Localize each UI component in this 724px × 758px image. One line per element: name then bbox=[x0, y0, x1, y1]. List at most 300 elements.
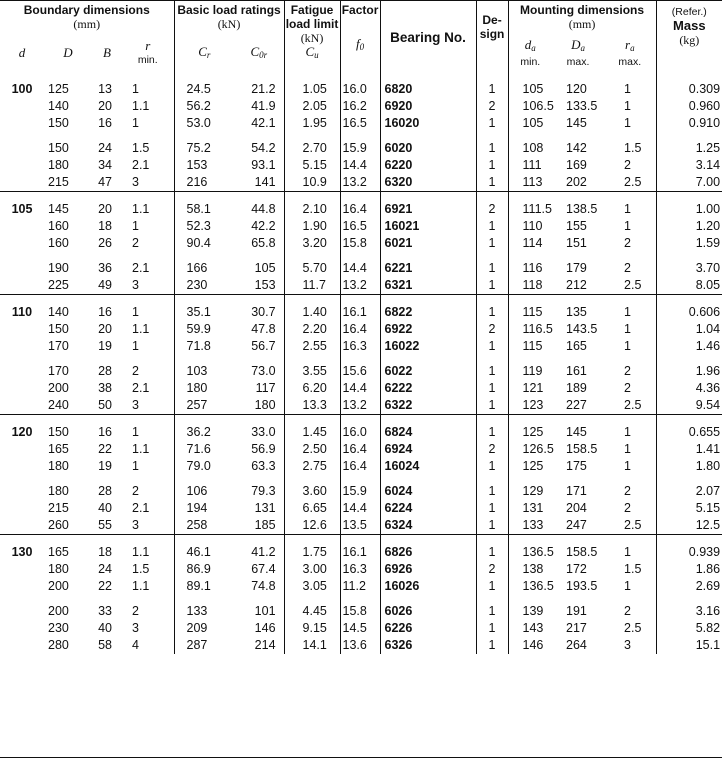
cell-design: 1 bbox=[476, 424, 508, 441]
cell-b: 49 bbox=[98, 278, 112, 292]
cell-da: 202 bbox=[566, 175, 587, 189]
cell-no: 6826 bbox=[380, 544, 476, 561]
cell-da: 116.5 bbox=[508, 321, 552, 338]
cell-design: 2 bbox=[476, 321, 508, 338]
cell-mass: 4.36 bbox=[656, 380, 722, 397]
cell-mass: 15.1 bbox=[656, 637, 722, 654]
col-c0r-header: $C_{0r}$ bbox=[250, 43, 268, 60]
cell-ra: 1 bbox=[624, 116, 631, 130]
table-row bbox=[0, 260, 722, 277]
cell-c0r: 79.3 bbox=[251, 484, 276, 498]
cell-cr: 133 bbox=[174, 603, 234, 620]
cell-b: 13 bbox=[98, 82, 112, 96]
cell-cr: 53.0 bbox=[174, 115, 234, 132]
cell-ra: 1 bbox=[624, 545, 631, 559]
cell-mass: 3.14 bbox=[656, 157, 722, 174]
cell-cr: 75.2 bbox=[174, 140, 234, 157]
cell-design: 2 bbox=[476, 98, 508, 115]
group-separator bbox=[0, 295, 722, 305]
table-row bbox=[0, 544, 722, 561]
table-row bbox=[0, 397, 722, 415]
cell-cr: 71.6 bbox=[174, 441, 234, 458]
cell-cu: 3.00 bbox=[284, 561, 340, 578]
cell-da: 106.5 bbox=[508, 98, 552, 115]
table-body bbox=[0, 75, 722, 654]
cell-r: 2 bbox=[132, 484, 139, 498]
cell-f0: 16.0 bbox=[340, 81, 380, 98]
cell-design: 1 bbox=[476, 157, 508, 174]
cell-cr: 86.9 bbox=[174, 561, 234, 578]
cell-da: 120 bbox=[566, 82, 587, 96]
cell-c0r: 42.1 bbox=[251, 116, 276, 130]
cell-d: 215 bbox=[48, 501, 69, 515]
cell-ra: 1.5 bbox=[624, 562, 642, 576]
bearing-no-header: Bearing No. bbox=[380, 1, 476, 75]
table-row bbox=[0, 517, 722, 535]
cell-cu: 5.70 bbox=[284, 260, 340, 277]
cell-mass: 0.606 bbox=[656, 304, 722, 321]
cell-f0: 15.6 bbox=[340, 363, 380, 380]
cell-mass: 2.69 bbox=[656, 578, 722, 595]
cell-cr: 90.4 bbox=[174, 235, 234, 252]
cell-ra: 2 bbox=[624, 484, 631, 498]
col-Da-header: $D_a$ max. bbox=[566, 36, 590, 68]
cell-r: 1 bbox=[132, 219, 139, 233]
cell-no: 6324 bbox=[380, 517, 476, 535]
cell-c0r: 73.0 bbox=[251, 364, 276, 378]
cell-r: 3 bbox=[132, 278, 139, 292]
table-row bbox=[0, 81, 722, 98]
table-row bbox=[0, 157, 722, 174]
cell-no: 6024 bbox=[380, 483, 476, 500]
col-cr-header: $C_r$ bbox=[174, 31, 234, 75]
cell-mass: 1.86 bbox=[656, 561, 722, 578]
cell-b: 22 bbox=[98, 442, 112, 456]
cell-ra: 1.5 bbox=[624, 141, 642, 155]
cell-b: 20 bbox=[98, 322, 112, 336]
cell-d: 240 bbox=[48, 398, 69, 412]
cell-b: 16 bbox=[98, 305, 112, 319]
cell-design: 1 bbox=[476, 115, 508, 132]
cell-cu: 1.40 bbox=[284, 304, 340, 321]
cell-design: 1 bbox=[476, 218, 508, 235]
cell-d: 180 bbox=[48, 484, 69, 498]
cell-d: 230 bbox=[48, 621, 69, 635]
cell-b: 16 bbox=[98, 425, 112, 439]
cell-no: 6326 bbox=[380, 637, 476, 654]
load-ratings-header: Basic load ratings (kN) bbox=[174, 1, 284, 31]
cell-da: 212 bbox=[566, 278, 587, 292]
cell-ra: 2 bbox=[624, 158, 631, 172]
symbol-cu: $C_u$ bbox=[305, 44, 319, 60]
block-gap bbox=[0, 252, 722, 260]
cell-da: 139 bbox=[508, 603, 552, 620]
bore-diameter: 120 bbox=[11, 425, 33, 439]
cell-mass: 1.46 bbox=[656, 338, 722, 355]
cell-design: 1 bbox=[476, 260, 508, 277]
cell-c0r: 185 bbox=[254, 518, 276, 532]
cell-ra: 1 bbox=[624, 82, 631, 96]
cell-da: 131 bbox=[508, 500, 552, 517]
cell-design: 2 bbox=[476, 201, 508, 218]
cell-f0: 16.1 bbox=[340, 544, 380, 561]
cell-d: 160 bbox=[48, 236, 69, 250]
cell-da: 135 bbox=[566, 305, 587, 319]
cell-da: 264 bbox=[566, 638, 587, 652]
cell-b: 40 bbox=[98, 621, 112, 635]
cell-da: 116 bbox=[508, 260, 552, 277]
cell-r: 4 bbox=[132, 638, 139, 652]
cell-cr: 258 bbox=[174, 517, 234, 535]
cell-cr: 79.0 bbox=[174, 458, 234, 475]
cell-f0: 15.9 bbox=[340, 140, 380, 157]
cell-mass: 1.80 bbox=[656, 458, 722, 475]
cell-mass: 2.07 bbox=[656, 483, 722, 500]
cell-r: 1 bbox=[132, 116, 139, 130]
cell-da: 179 bbox=[566, 261, 587, 275]
table-row bbox=[0, 561, 722, 578]
cell-d: 170 bbox=[48, 364, 69, 378]
cell-r: 1.5 bbox=[132, 141, 150, 155]
cell-cu: 2.05 bbox=[284, 98, 340, 115]
cell-r: 1 bbox=[132, 459, 139, 473]
cell-cr: 287 bbox=[174, 637, 234, 654]
cell-ra: 1 bbox=[624, 305, 631, 319]
cell-ra: 2 bbox=[624, 364, 631, 378]
cell-mass: 8.05 bbox=[656, 277, 722, 295]
table-row bbox=[0, 441, 722, 458]
cell-d: 165 bbox=[48, 545, 69, 559]
block-gap bbox=[0, 355, 722, 363]
cell-mass: 9.54 bbox=[656, 397, 722, 415]
cell-d: 140 bbox=[48, 99, 69, 113]
cell-da: 138.5 bbox=[566, 202, 598, 216]
design-header: De- sign bbox=[476, 1, 508, 75]
cell-c0r: 42.2 bbox=[251, 219, 276, 233]
cell-no: 6822 bbox=[380, 304, 476, 321]
cell-ra: 2 bbox=[624, 261, 631, 275]
cell-f0: 15.8 bbox=[340, 235, 380, 252]
cell-cu: 6.20 bbox=[284, 380, 340, 397]
table-row bbox=[0, 380, 722, 397]
group-separator bbox=[0, 535, 722, 545]
cell-da: 125 bbox=[508, 424, 552, 441]
table-row bbox=[0, 174, 722, 192]
table-row bbox=[0, 235, 722, 252]
cell-cu: 1.90 bbox=[284, 218, 340, 235]
cell-da: 123 bbox=[508, 397, 552, 415]
cell-cr: 36.2 bbox=[174, 424, 234, 441]
cell-f0: 14.4 bbox=[340, 380, 380, 397]
cell-cu: 2.10 bbox=[284, 201, 340, 218]
cell-cu: 2.20 bbox=[284, 321, 340, 338]
cell-c0r: 74.8 bbox=[251, 579, 276, 593]
cell-d: 180 bbox=[48, 459, 69, 473]
cell-design: 1 bbox=[476, 174, 508, 192]
cell-da: 189 bbox=[566, 381, 587, 395]
cell-f0: 15.8 bbox=[340, 603, 380, 620]
cell-no: 6824 bbox=[380, 424, 476, 441]
cell-da: 114 bbox=[508, 235, 552, 252]
cell-da: 247 bbox=[566, 518, 587, 532]
cell-da: 204 bbox=[566, 501, 587, 515]
cell-ra: 1 bbox=[624, 219, 631, 233]
cell-cr: 230 bbox=[174, 277, 234, 295]
block-gap bbox=[0, 475, 722, 483]
cell-r: 2.1 bbox=[132, 261, 150, 275]
cell-r: 1.1 bbox=[132, 99, 150, 113]
cell-d: 260 bbox=[48, 518, 69, 532]
cell-da: 115 bbox=[508, 338, 552, 355]
cell-no: 6320 bbox=[380, 174, 476, 192]
cell-d: 200 bbox=[48, 579, 69, 593]
col-da-header: $d_a$ min. bbox=[508, 31, 552, 75]
col-B-header: B bbox=[103, 45, 111, 60]
cell-design: 2 bbox=[476, 561, 508, 578]
cell-design: 1 bbox=[476, 304, 508, 321]
cell-b: 47 bbox=[98, 175, 112, 189]
cell-cr: 56.2 bbox=[174, 98, 234, 115]
cell-c0r: 131 bbox=[254, 501, 276, 515]
cell-b: 33 bbox=[98, 604, 112, 618]
cell-f0: 14.5 bbox=[340, 620, 380, 637]
cell-cu: 9.15 bbox=[284, 620, 340, 637]
cell-f0: 13.2 bbox=[340, 277, 380, 295]
cell-cr: 216 bbox=[174, 174, 234, 192]
cell-mass: 12.5 bbox=[656, 517, 722, 535]
cell-no: 6224 bbox=[380, 500, 476, 517]
boundary-dimensions-header: Boundary dimensions (mm) bbox=[23, 3, 150, 31]
cell-mass: 7.00 bbox=[656, 174, 722, 192]
cell-design: 1 bbox=[476, 578, 508, 595]
cell-no: 16021 bbox=[380, 218, 476, 235]
cell-c0r: 101 bbox=[254, 604, 276, 618]
cell-f0: 16.0 bbox=[340, 424, 380, 441]
cell-f0: 13.2 bbox=[340, 397, 380, 415]
cell-no: 6926 bbox=[380, 561, 476, 578]
cell-mass: 0.939 bbox=[656, 544, 722, 561]
table-row bbox=[0, 483, 722, 500]
cell-da: 193.5 bbox=[566, 579, 598, 593]
group-separator bbox=[0, 192, 722, 202]
cell-f0: 14.4 bbox=[340, 260, 380, 277]
block-gap bbox=[0, 595, 722, 603]
cell-d: 170 bbox=[48, 339, 69, 353]
cell-b: 19 bbox=[98, 459, 112, 473]
cell-no: 6924 bbox=[380, 441, 476, 458]
cell-f0: 16.3 bbox=[340, 338, 380, 355]
cell-ra: 2 bbox=[624, 501, 631, 515]
cell-cr: 103 bbox=[174, 363, 234, 380]
cell-b: 28 bbox=[98, 364, 112, 378]
cell-no: 6321 bbox=[380, 277, 476, 295]
cell-cu: 2.55 bbox=[284, 338, 340, 355]
cell-f0: 16.5 bbox=[340, 218, 380, 235]
cell-da: 146 bbox=[508, 637, 552, 654]
cell-cr: 46.1 bbox=[174, 544, 234, 561]
cell-c0r: 214 bbox=[254, 638, 276, 652]
col-d-header: d bbox=[18, 45, 26, 60]
cell-b: 28 bbox=[98, 484, 112, 498]
cell-r: 1 bbox=[132, 82, 139, 96]
cell-mass: 1.20 bbox=[656, 218, 722, 235]
cell-cu: 12.6 bbox=[284, 517, 340, 535]
cell-b: 19 bbox=[98, 339, 112, 353]
cell-f0: 14.4 bbox=[340, 500, 380, 517]
cell-mass: 5.15 bbox=[656, 500, 722, 517]
cell-c0r: 67.4 bbox=[251, 562, 276, 576]
cell-da: 172 bbox=[566, 562, 587, 576]
table-row bbox=[0, 424, 722, 441]
bore-diameter: 110 bbox=[11, 305, 33, 319]
cell-c0r: 93.1 bbox=[251, 158, 276, 172]
cell-design: 1 bbox=[476, 397, 508, 415]
cell-ra: 1 bbox=[624, 425, 631, 439]
cell-c0r: 54.2 bbox=[251, 141, 276, 155]
cell-cu: 2.70 bbox=[284, 140, 340, 157]
table-row bbox=[0, 98, 722, 115]
table-header bbox=[0, 1, 722, 75]
cell-mass: 0.910 bbox=[656, 115, 722, 132]
cell-cr: 59.9 bbox=[174, 321, 234, 338]
cell-cr: 52.3 bbox=[174, 218, 234, 235]
cell-da: 217 bbox=[566, 621, 587, 635]
cell-mass: 0.960 bbox=[656, 98, 722, 115]
cell-da: 115 bbox=[508, 304, 552, 321]
cell-r: 1 bbox=[132, 305, 139, 319]
cell-cu: 11.7 bbox=[284, 277, 340, 295]
cell-design: 1 bbox=[476, 338, 508, 355]
cell-b: 22 bbox=[98, 579, 112, 593]
cell-design: 1 bbox=[476, 235, 508, 252]
cell-f0: 13.5 bbox=[340, 517, 380, 535]
cell-da: 121 bbox=[508, 380, 552, 397]
cell-no: 16026 bbox=[380, 578, 476, 595]
cell-design: 1 bbox=[476, 458, 508, 475]
cell-no: 6922 bbox=[380, 321, 476, 338]
cell-ra: 1 bbox=[624, 322, 631, 336]
cell-no: 6920 bbox=[380, 98, 476, 115]
bearing-spec-table bbox=[0, 1, 722, 654]
cell-no: 6222 bbox=[380, 380, 476, 397]
cell-da: 136.5 bbox=[508, 578, 552, 595]
cell-cr: 89.1 bbox=[174, 578, 234, 595]
cell-c0r: 44.8 bbox=[251, 202, 276, 216]
cell-cr: 58.1 bbox=[174, 201, 234, 218]
cell-ra: 1 bbox=[624, 339, 631, 353]
group-separator bbox=[0, 415, 722, 425]
cell-r: 1 bbox=[132, 425, 139, 439]
bore-diameter: 100 bbox=[11, 82, 33, 96]
cell-mass: 1.96 bbox=[656, 363, 722, 380]
cell-design: 2 bbox=[476, 441, 508, 458]
cell-f0: 16.3 bbox=[340, 561, 380, 578]
cell-cu: 3.60 bbox=[284, 483, 340, 500]
cell-no: 6021 bbox=[380, 235, 476, 252]
cell-da: 105 bbox=[508, 81, 552, 98]
cell-d: 180 bbox=[48, 158, 69, 172]
cell-cr: 153 bbox=[174, 157, 234, 174]
cell-design: 1 bbox=[476, 380, 508, 397]
cell-ra: 1 bbox=[624, 202, 631, 216]
cell-ra: 2 bbox=[624, 236, 631, 250]
cell-da: 111.5 bbox=[508, 201, 552, 218]
cell-cu: 3.20 bbox=[284, 235, 340, 252]
cell-c0r: 33.0 bbox=[251, 425, 276, 439]
cell-d: 150 bbox=[48, 322, 69, 336]
cell-b: 16 bbox=[98, 116, 112, 130]
table-row bbox=[0, 218, 722, 235]
cell-da: 129 bbox=[508, 483, 552, 500]
cell-no: 16022 bbox=[380, 338, 476, 355]
cell-ra: 2.5 bbox=[624, 518, 642, 532]
cell-da: 191 bbox=[566, 604, 587, 618]
cell-cu: 13.3 bbox=[284, 397, 340, 415]
cell-d: 200 bbox=[48, 381, 69, 395]
cell-da: 143.5 bbox=[566, 322, 598, 336]
cell-d: 280 bbox=[48, 638, 69, 652]
cell-design: 1 bbox=[476, 637, 508, 654]
cell-r: 2.1 bbox=[132, 381, 150, 395]
cell-f0: 14.4 bbox=[340, 157, 380, 174]
cell-c0r: 117 bbox=[255, 381, 276, 395]
cell-ra: 1 bbox=[624, 579, 631, 593]
table-row bbox=[0, 500, 722, 517]
cell-design: 1 bbox=[476, 483, 508, 500]
cell-b: 24 bbox=[98, 562, 112, 576]
cell-cr: 35.1 bbox=[174, 304, 234, 321]
cell-d: 145 bbox=[48, 202, 69, 216]
cell-da: 105 bbox=[508, 115, 552, 132]
cell-no: 6921 bbox=[380, 201, 476, 218]
cell-mass: 1.59 bbox=[656, 235, 722, 252]
cell-ra: 2 bbox=[624, 381, 631, 395]
cell-c0r: 56.9 bbox=[251, 442, 276, 456]
cell-da: 113 bbox=[508, 174, 552, 192]
cell-f0: 13.2 bbox=[340, 174, 380, 192]
cell-c0r: 146 bbox=[254, 621, 276, 635]
cell-r: 1.1 bbox=[132, 545, 150, 559]
cell-da: 171 bbox=[566, 484, 587, 498]
cell-c0r: 180 bbox=[254, 398, 276, 412]
cell-design: 1 bbox=[476, 363, 508, 380]
cell-d: 200 bbox=[48, 604, 69, 618]
cell-ra: 2.5 bbox=[624, 621, 642, 635]
cell-f0: 16.5 bbox=[340, 115, 380, 132]
cell-ra: 2 bbox=[624, 604, 631, 618]
cell-f0: 16.4 bbox=[340, 321, 380, 338]
cell-ra: 1 bbox=[624, 442, 631, 456]
table-row bbox=[0, 363, 722, 380]
cell-design: 1 bbox=[476, 140, 508, 157]
cell-da: 119 bbox=[508, 363, 552, 380]
cell-da: 125 bbox=[508, 458, 552, 475]
mass-header: (Refer.) Mass (kg) bbox=[656, 1, 722, 75]
bore-diameter: 130 bbox=[11, 545, 33, 559]
cell-f0: 11.2 bbox=[340, 578, 380, 595]
cell-design: 1 bbox=[476, 620, 508, 637]
cell-r: 3 bbox=[132, 398, 139, 412]
cell-cu: 1.95 bbox=[284, 115, 340, 132]
cell-c0r: 41.2 bbox=[251, 545, 276, 559]
table-row bbox=[0, 140, 722, 157]
cell-r: 1.5 bbox=[132, 562, 150, 576]
cell-cr: 24.5 bbox=[174, 81, 234, 98]
table-row bbox=[0, 115, 722, 132]
cell-cu: 2.75 bbox=[284, 458, 340, 475]
cell-mass: 1.04 bbox=[656, 321, 722, 338]
cell-design: 1 bbox=[476, 603, 508, 620]
